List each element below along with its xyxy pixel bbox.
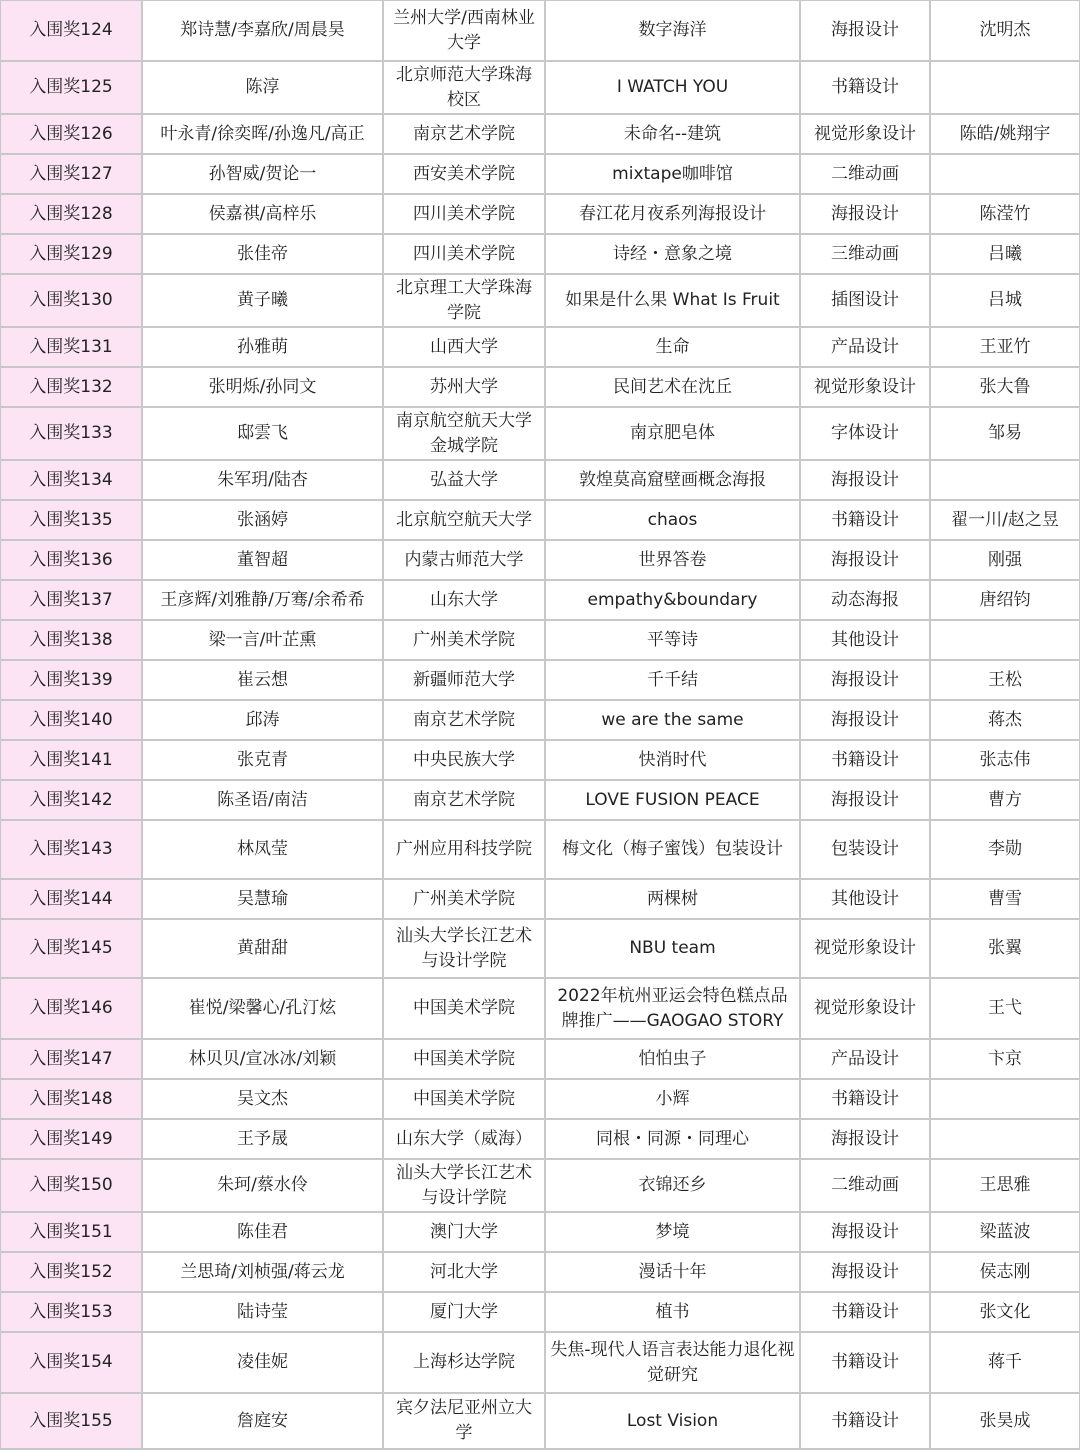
award-cell: 入围奖141: [0, 740, 142, 780]
award-cell: 入围奖147: [0, 1039, 142, 1079]
category-cell: 产品设计: [800, 1039, 930, 1079]
award-cell: 入围奖149: [0, 1119, 142, 1159]
advisor-cell: 王弋: [930, 978, 1080, 1039]
category-cell: 其他设计: [800, 879, 930, 919]
authors-cell: 邱涛: [142, 700, 383, 740]
authors-cell: 朱军玥/陆杏: [142, 460, 383, 500]
school-cell: 山东大学（威海）: [383, 1119, 545, 1159]
award-cell: 入围奖129: [0, 234, 142, 274]
category-cell: 视觉形象设计: [800, 367, 930, 407]
table-row: [0, 154, 1080, 194]
school-cell: 四川美术学院: [383, 194, 545, 234]
work-title-cell: mixtape咖啡馆: [545, 154, 800, 194]
authors-cell: 叶永青/徐奕晖/孙逸凡/高正: [142, 114, 383, 154]
school-cell: 广州美术学院: [383, 620, 545, 660]
table-row: [0, 1079, 1080, 1119]
authors-cell: 吴慧瑜: [142, 879, 383, 919]
work-title-cell: 两棵树: [545, 879, 800, 919]
work-title-cell: 失焦-现代人语言表达能力退化视觉研究: [545, 1332, 800, 1393]
category-cell: 字体设计: [800, 407, 930, 460]
authors-cell: 崔云想: [142, 660, 383, 700]
advisor-cell: 张志伟: [930, 740, 1080, 780]
award-cell: 入围奖131: [0, 327, 142, 367]
authors-cell: 张涵婷: [142, 500, 383, 540]
work-title-cell: 梅文化（梅子蜜饯）包装设计: [545, 820, 800, 879]
authors-cell: 王予晟: [142, 1119, 383, 1159]
award-cell: 入围奖150: [0, 1159, 142, 1212]
authors-cell: 林凤莹: [142, 820, 383, 879]
category-cell: 视觉形象设计: [800, 114, 930, 154]
work-title-cell: 植书: [545, 1292, 800, 1332]
award-cell: 入围奖127: [0, 154, 142, 194]
award-cell: 入围奖134: [0, 460, 142, 500]
work-title-cell: 生命: [545, 327, 800, 367]
authors-cell: 郑诗慧/李嘉欣/周晨昊: [142, 0, 383, 61]
award-cell: 入围奖143: [0, 820, 142, 879]
school-cell: 宾夕法尼亚州立大学: [383, 1393, 545, 1449]
school-cell: 广州应用科技学院: [383, 820, 545, 879]
authors-cell: 邸雲飞: [142, 407, 383, 460]
school-cell: 内蒙古师范大学: [383, 540, 545, 580]
work-title-cell: 梦境: [545, 1212, 800, 1252]
authors-cell: 黄甜甜: [142, 919, 383, 978]
table-row: [0, 0, 1080, 61]
category-cell: 书籍设计: [800, 740, 930, 780]
award-cell: 入围奖144: [0, 879, 142, 919]
advisor-cell: 张文化: [930, 1292, 1080, 1332]
category-cell: 书籍设计: [800, 1292, 930, 1332]
advisor-cell: 卞京: [930, 1039, 1080, 1079]
table-row: [0, 620, 1080, 660]
school-cell: 中国美术学院: [383, 1039, 545, 1079]
school-cell: 山东大学: [383, 580, 545, 620]
school-cell: 西安美术学院: [383, 154, 545, 194]
authors-cell: 张明烁/孙同文: [142, 367, 383, 407]
table-row: [0, 194, 1080, 234]
work-title-cell: 怕怕虫子: [545, 1039, 800, 1079]
authors-cell: 董智超: [142, 540, 383, 580]
work-title-cell: 千千结: [545, 660, 800, 700]
award-cell: 入围奖152: [0, 1252, 142, 1292]
school-cell: 南京艺术学院: [383, 114, 545, 154]
advisor-cell: [930, 61, 1080, 114]
category-cell: 书籍设计: [800, 1332, 930, 1393]
advisor-cell: 蒋千: [930, 1332, 1080, 1393]
school-cell: 中国美术学院: [383, 978, 545, 1039]
school-cell: 山西大学: [383, 327, 545, 367]
work-title-cell: 小辉: [545, 1079, 800, 1119]
school-cell: 弘益大学: [383, 460, 545, 500]
work-title-cell: 南京肥皂体: [545, 407, 800, 460]
table-row: [0, 1292, 1080, 1332]
table-row: [0, 1159, 1080, 1212]
school-cell: 北京航空航天大学: [383, 500, 545, 540]
table-row: [0, 660, 1080, 700]
table-row: [0, 780, 1080, 820]
authors-cell: 王彦辉/刘雅静/万骞/余希希: [142, 580, 383, 620]
table-row: [0, 919, 1080, 978]
authors-cell: 陈佳君: [142, 1212, 383, 1252]
table-row: [0, 407, 1080, 460]
award-cell: 入围奖140: [0, 700, 142, 740]
work-title-cell: empathy&boundary: [545, 580, 800, 620]
table-row: [0, 274, 1080, 327]
category-cell: 产品设计: [800, 327, 930, 367]
category-cell: 三维动画: [800, 234, 930, 274]
authors-cell: 朱珂/蔡水伶: [142, 1159, 383, 1212]
category-cell: 书籍设计: [800, 500, 930, 540]
award-cell: 入围奖132: [0, 367, 142, 407]
authors-cell: 陈淳: [142, 61, 383, 114]
school-cell: 四川美术学院: [383, 234, 545, 274]
category-cell: 海报设计: [800, 660, 930, 700]
award-cell: 入围奖154: [0, 1332, 142, 1393]
award-cell: 入围奖126: [0, 114, 142, 154]
advisor-cell: 王亚竹: [930, 327, 1080, 367]
work-title-cell: LOVE FUSION PEACE: [545, 780, 800, 820]
school-cell: 上海杉达学院: [383, 1332, 545, 1393]
advisor-cell: 张大鲁: [930, 367, 1080, 407]
school-cell: 广州美术学院: [383, 879, 545, 919]
authors-cell: 张佳帝: [142, 234, 383, 274]
table-row: [0, 1332, 1080, 1393]
award-cell: 入围奖133: [0, 407, 142, 460]
advisor-cell: 曹方: [930, 780, 1080, 820]
award-cell: 入围奖146: [0, 978, 142, 1039]
category-cell: 书籍设计: [800, 61, 930, 114]
award-cell: 入围奖130: [0, 274, 142, 327]
table-row: [0, 820, 1080, 879]
advisor-cell: 陈滢竹: [930, 194, 1080, 234]
table-row: [0, 114, 1080, 154]
table-row: [0, 61, 1080, 114]
authors-cell: 张克青: [142, 740, 383, 780]
work-title-cell: 2022年杭州亚运会特色糕点品牌推广——GAOGAO STORY: [545, 978, 800, 1039]
table-row: [0, 234, 1080, 274]
work-title-cell: Lost Vision: [545, 1393, 800, 1449]
table-row: [0, 1393, 1080, 1449]
table-row: [0, 1039, 1080, 1079]
school-cell: 兰州大学/西南林业大学: [383, 0, 545, 61]
advisor-cell: 李勋: [930, 820, 1080, 879]
category-cell: 动态海报: [800, 580, 930, 620]
authors-cell: 梁一言/叶芷熏: [142, 620, 383, 660]
school-cell: 北京师范大学珠海校区: [383, 61, 545, 114]
category-cell: 海报设计: [800, 1212, 930, 1252]
work-title-cell: 敦煌莫高窟壁画概念海报: [545, 460, 800, 500]
category-cell: 海报设计: [800, 540, 930, 580]
category-cell: 二维动画: [800, 154, 930, 194]
advisor-cell: 王思雅: [930, 1159, 1080, 1212]
category-cell: 海报设计: [800, 194, 930, 234]
award-cell: 入围奖139: [0, 660, 142, 700]
advisor-cell: 张翼: [930, 919, 1080, 978]
advisor-cell: 邹易: [930, 407, 1080, 460]
category-cell: 其他设计: [800, 620, 930, 660]
school-cell: 苏州大学: [383, 367, 545, 407]
authors-cell: 黄子曦: [142, 274, 383, 327]
school-cell: 中国美术学院: [383, 1079, 545, 1119]
advisor-cell: 翟一川/赵之昱: [930, 500, 1080, 540]
advisor-cell: 曹雪: [930, 879, 1080, 919]
work-title-cell: I WATCH YOU: [545, 61, 800, 114]
award-cell: 入围奖128: [0, 194, 142, 234]
table-row: [0, 500, 1080, 540]
category-cell: 二维动画: [800, 1159, 930, 1212]
category-cell: 海报设计: [800, 1119, 930, 1159]
school-cell: 厦门大学: [383, 1292, 545, 1332]
advisor-cell: [930, 154, 1080, 194]
category-cell: 包装设计: [800, 820, 930, 879]
category-cell: 海报设计: [800, 460, 930, 500]
table-row: [0, 1119, 1080, 1159]
category-cell: 海报设计: [800, 700, 930, 740]
school-cell: 北京理工大学珠海学院: [383, 274, 545, 327]
school-cell: 汕头大学长江艺术与设计学院: [383, 1159, 545, 1212]
table-row: [0, 740, 1080, 780]
advisor-cell: 侯志刚: [930, 1252, 1080, 1292]
authors-cell: 詹庭安: [142, 1393, 383, 1449]
advisor-cell: 陈皓/姚翔宇: [930, 114, 1080, 154]
advisor-cell: 沈明杰: [930, 0, 1080, 61]
school-cell: 澳门大学: [383, 1212, 545, 1252]
advisor-cell: 王松: [930, 660, 1080, 700]
table-row: [0, 700, 1080, 740]
advisor-cell: [930, 1119, 1080, 1159]
school-cell: 中央民族大学: [383, 740, 545, 780]
authors-cell: 林贝贝/宣冰冰/刘颖: [142, 1039, 383, 1079]
table-row: [0, 327, 1080, 367]
category-cell: 视觉形象设计: [800, 978, 930, 1039]
category-cell: 书籍设计: [800, 1079, 930, 1119]
work-title-cell: 同根・同源・同理心: [545, 1119, 800, 1159]
category-cell: 视觉形象设计: [800, 919, 930, 978]
award-cell: 入围奖155: [0, 1393, 142, 1449]
authors-cell: 兰思琦/刘桢强/蒋云龙: [142, 1252, 383, 1292]
work-title-cell: 世界答卷: [545, 540, 800, 580]
work-title-cell: 数字海洋: [545, 0, 800, 61]
award-cell: 入围奖125: [0, 61, 142, 114]
table-row: [0, 1212, 1080, 1252]
work-title-cell: 春江花月夜系列海报设计: [545, 194, 800, 234]
table-row: [0, 1252, 1080, 1292]
work-title-cell: 平等诗: [545, 620, 800, 660]
work-title-cell: 衣锦还乡: [545, 1159, 800, 1212]
award-cell: 入围奖142: [0, 780, 142, 820]
authors-cell: 侯嘉祺/高梓乐: [142, 194, 383, 234]
award-cell: 入围奖124: [0, 0, 142, 61]
advisor-cell: 唐绍钧: [930, 580, 1080, 620]
school-cell: 南京艺术学院: [383, 780, 545, 820]
advisor-cell: 蒋杰: [930, 700, 1080, 740]
authors-cell: 孙智威/贺论一: [142, 154, 383, 194]
award-cell: 入围奖153: [0, 1292, 142, 1332]
school-cell: 南京艺术学院: [383, 700, 545, 740]
advisor-cell: 刚强: [930, 540, 1080, 580]
work-title-cell: 漫话十年: [545, 1252, 800, 1292]
award-cell: 入围奖138: [0, 620, 142, 660]
authors-cell: 陆诗莹: [142, 1292, 383, 1332]
work-title-cell: 诗经・意象之境: [545, 234, 800, 274]
advisor-cell: 梁蓝波: [930, 1212, 1080, 1252]
authors-cell: 凌佳妮: [142, 1332, 383, 1393]
work-title-cell: 快消时代: [545, 740, 800, 780]
work-title-cell: 如果是什么果 What Is Fruit: [545, 274, 800, 327]
school-cell: 河北大学: [383, 1252, 545, 1292]
award-cell: 入围奖135: [0, 500, 142, 540]
work-title-cell: chaos: [545, 500, 800, 540]
authors-cell: 孙雅萌: [142, 327, 383, 367]
table-row: [0, 367, 1080, 407]
category-cell: 海报设计: [800, 1252, 930, 1292]
advisor-cell: [930, 620, 1080, 660]
category-cell: 海报设计: [800, 0, 930, 61]
advisor-cell: 吕城: [930, 274, 1080, 327]
category-cell: 海报设计: [800, 780, 930, 820]
advisor-cell: 吕曦: [930, 234, 1080, 274]
table-row: [0, 879, 1080, 919]
award-cell: 入围奖136: [0, 540, 142, 580]
table-row: [0, 978, 1080, 1039]
category-cell: 书籍设计: [800, 1393, 930, 1449]
award-cell: 入围奖151: [0, 1212, 142, 1252]
advisor-cell: [930, 460, 1080, 500]
school-cell: 汕头大学长江艺术与设计学院: [383, 919, 545, 978]
authors-cell: 吴文杰: [142, 1079, 383, 1119]
table-row: [0, 580, 1080, 620]
advisor-cell: [930, 1079, 1080, 1119]
work-title-cell: 未命名--建筑: [545, 114, 800, 154]
work-title-cell: NBU team: [545, 919, 800, 978]
school-cell: 新疆师范大学: [383, 660, 545, 700]
authors-cell: 崔悦/梁馨心/孔汀炫: [142, 978, 383, 1039]
award-cell: 入围奖137: [0, 580, 142, 620]
award-cell: 入围奖148: [0, 1079, 142, 1119]
work-title-cell: 民间艺术在沈丘: [545, 367, 800, 407]
table-row: [0, 540, 1080, 580]
award-cell: 入围奖145: [0, 919, 142, 978]
category-cell: 插图设计: [800, 274, 930, 327]
work-title-cell: we are the same: [545, 700, 800, 740]
authors-cell: 陈圣语/南洁: [142, 780, 383, 820]
advisor-cell: 张昊成: [930, 1393, 1080, 1449]
school-cell: 南京航空航天大学金城学院: [383, 407, 545, 460]
table-row: [0, 460, 1080, 500]
